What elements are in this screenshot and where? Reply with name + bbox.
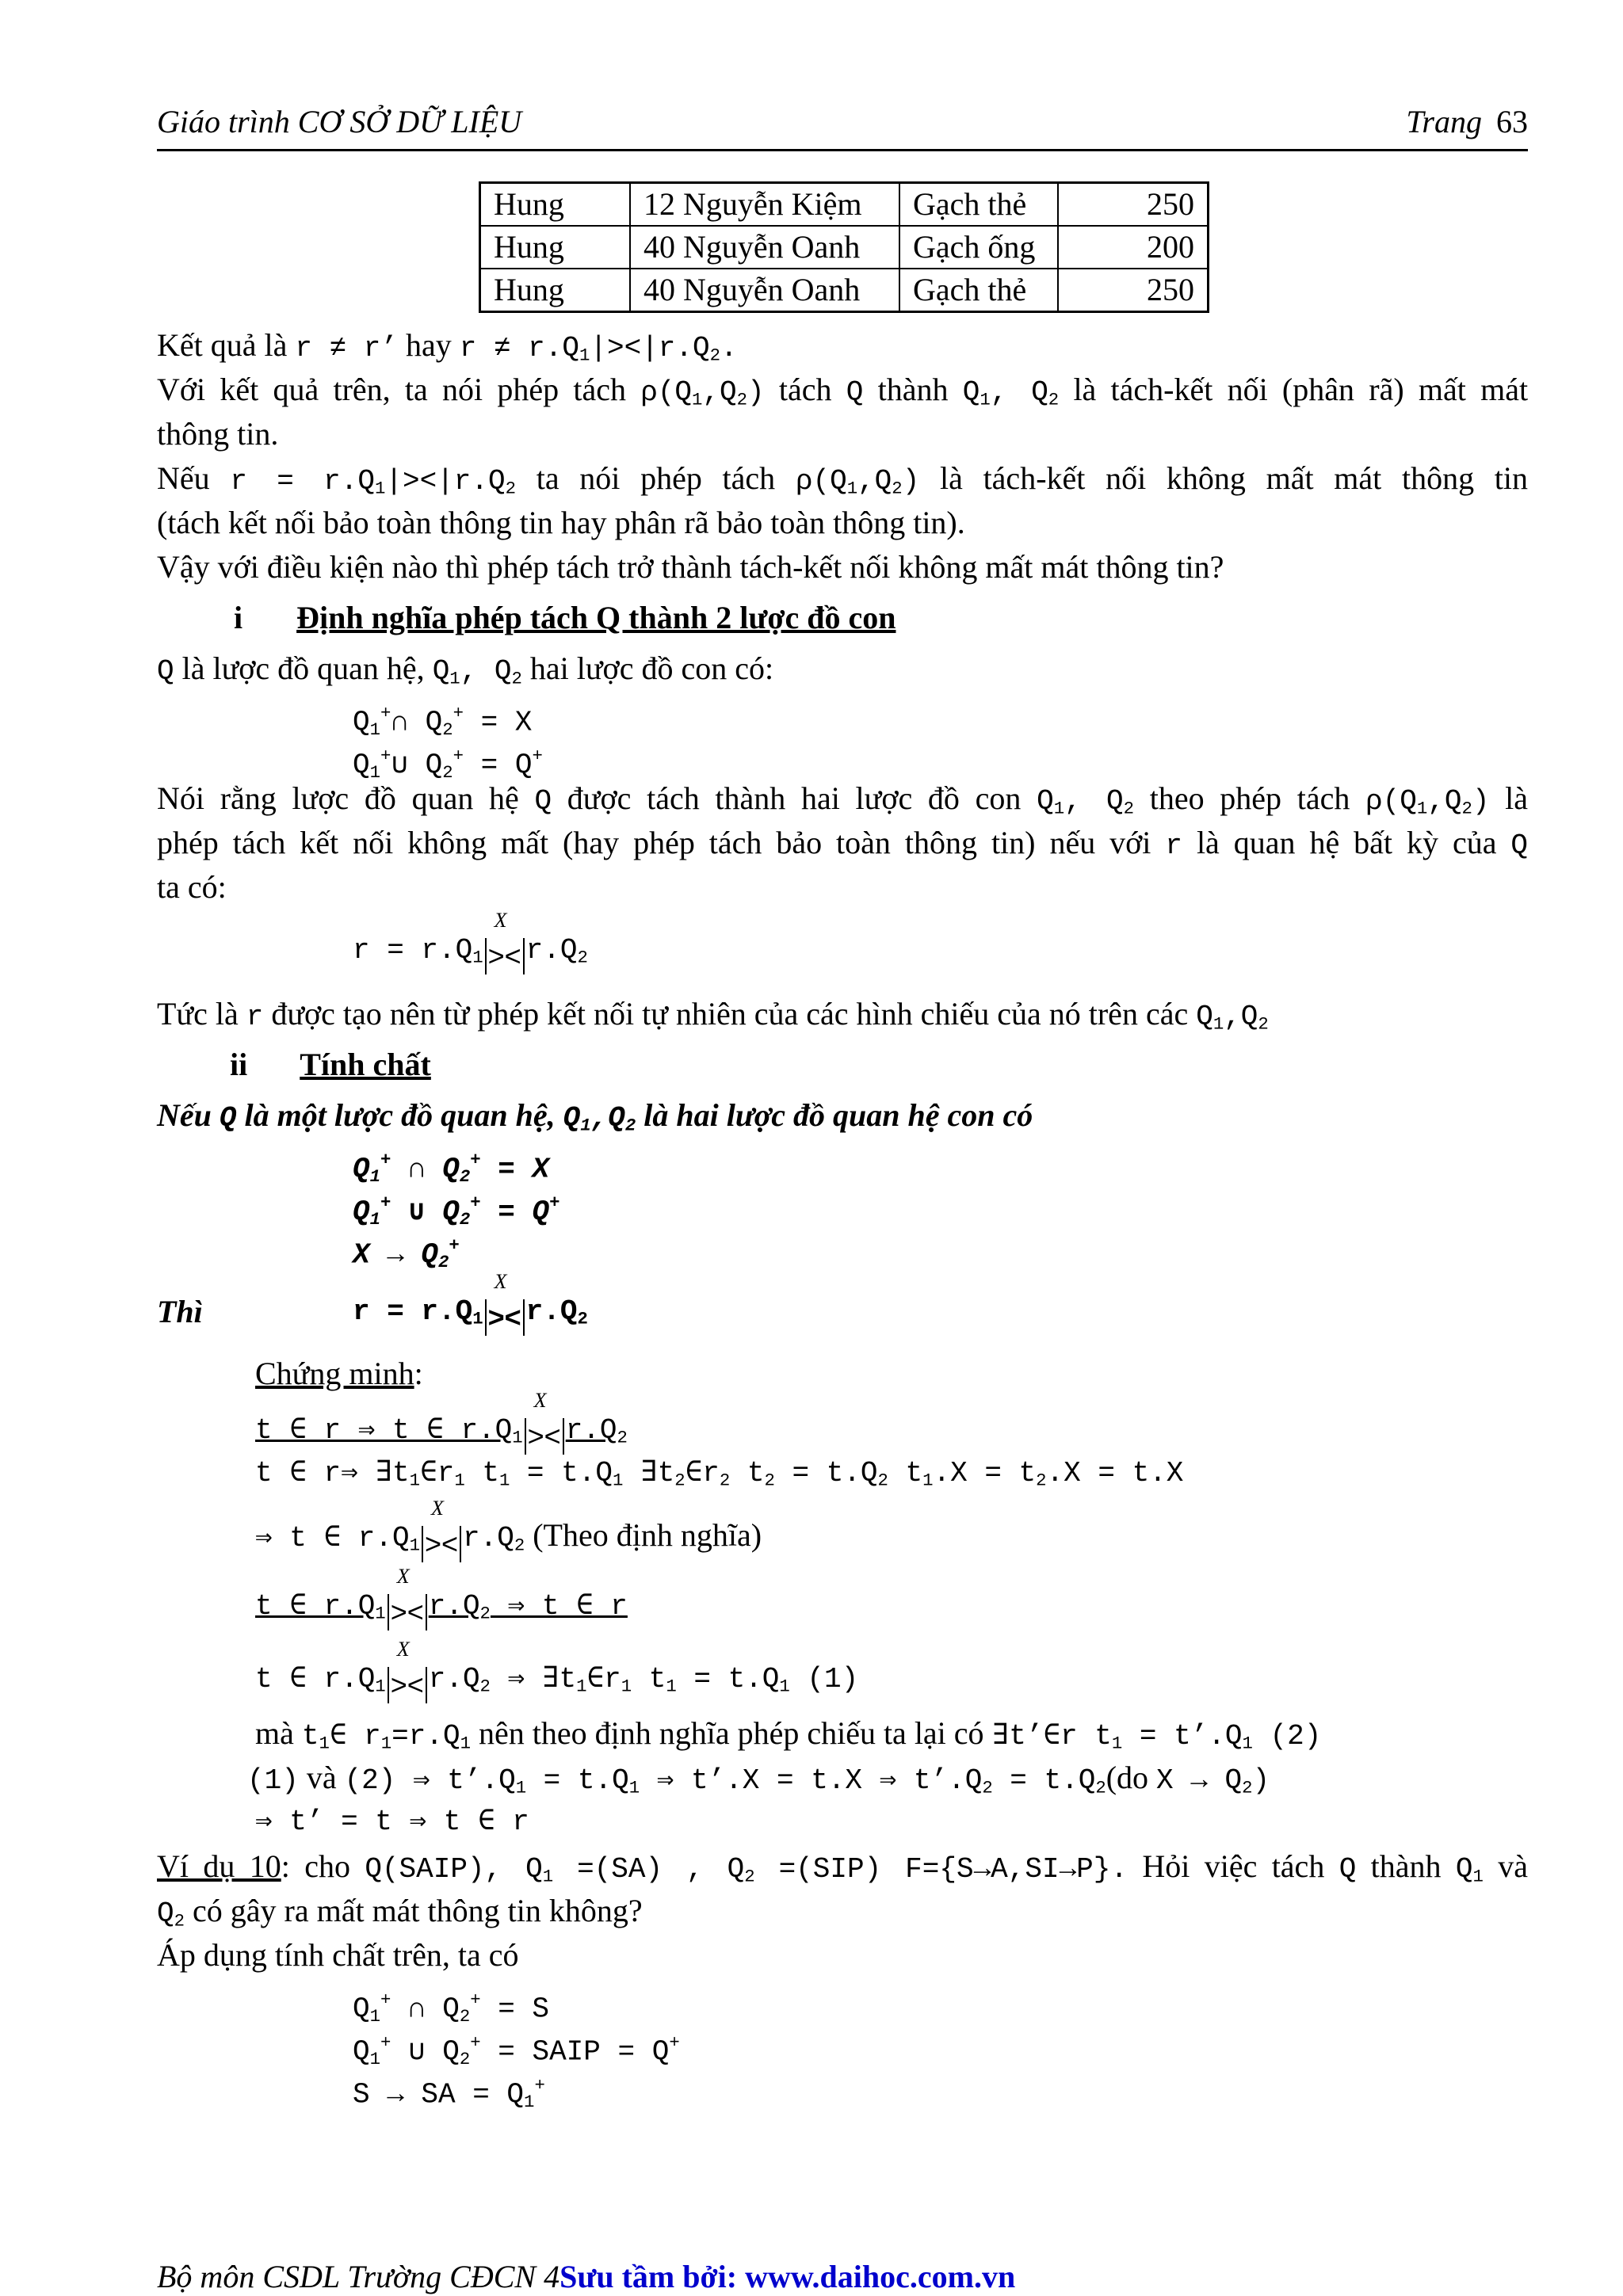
table-cell: 250 bbox=[1058, 269, 1208, 311]
page-footer bbox=[157, 2258, 1015, 2295]
formula: $r \ne r.Q_1|><|r.Q_2$. bbox=[459, 332, 738, 366]
proof-step-6: mà $t_1\in$ $r_1=r.Q_1$ nên theo định nghĩa phép chiếu ta lại có ∃t’∈r $t_1$ = $t’.Q_1$ (2) bbox=[255, 1715, 1322, 1754]
proof-step-1: t ∈ r ⇒ t ∈ $r.Q_1$ X >< $r.Q_2$ bbox=[255, 1412, 628, 1457]
table-row bbox=[480, 183, 1208, 226]
text: Nói rằng lược đồ quan hệ bbox=[157, 780, 519, 816]
text: là tách-kết nối (phân rã) mất mát bbox=[1073, 372, 1529, 407]
formula: $Q_1$, $Q_2$ bbox=[1037, 785, 1134, 819]
paragraph-line bbox=[157, 460, 1528, 508]
page-indicator bbox=[1406, 103, 1528, 140]
text: thành bbox=[877, 372, 949, 407]
text: ta nói phép tách bbox=[536, 460, 776, 496]
table-cell: 200 bbox=[1058, 226, 1208, 269]
table-cell: 40 Nguyễn Oanh bbox=[630, 226, 899, 269]
table-row bbox=[480, 226, 1208, 269]
table-cell: Hung bbox=[480, 226, 630, 269]
formula: $Q_1,Q_2$ bbox=[1196, 1001, 1269, 1035]
formula: r ≠ r’ bbox=[295, 332, 398, 364]
text: là lược đồ quan hệ, bbox=[181, 650, 425, 686]
section-number: ii bbox=[230, 1047, 248, 1082]
proof-heading: Chứng minh: bbox=[255, 1356, 423, 1391]
result-table bbox=[479, 182, 1209, 312]
text: được tách thành hai lược đồ con bbox=[567, 780, 1022, 816]
formula: r bbox=[246, 1001, 264, 1033]
paragraph-line: ta có: bbox=[157, 869, 227, 905]
section-number: i bbox=[234, 600, 243, 635]
footer-source-link[interactable]: Sưu tầm bởi: www.daihoc.com.vn bbox=[559, 2259, 1016, 2294]
paragraph-line: Áp dụng tính chất trên, ta có bbox=[157, 1937, 519, 1973]
proof-step-5: t ∈ $r.Q_1$ X >< $r.Q_2$ ⇒ $\exists t_1\in r_1$ $t_1 = t.Q_1$ (1) bbox=[255, 1661, 858, 1706]
section-title: Định nghĩa phép tách Q thành 2 lược đồ con bbox=[296, 600, 896, 635]
table-cell: 12 Nguyễn Kiệm bbox=[630, 183, 899, 226]
paragraph-line: (tách kết nối bảo toàn thông tin hay phân rã bảo toàn thông tin). bbox=[157, 505, 965, 540]
equation-intersection: $Q_1^+\cap$ $Q_2^+ = X$ bbox=[353, 703, 533, 741]
example-label: Ví dụ 10 bbox=[157, 1848, 281, 1884]
example-line: $Q_2$ có gây ra mất mát thông tin không? bbox=[157, 1893, 643, 1932]
text: được tạo nên từ phép kết nối tự nhiên của các hình chiếu của nó trên các bbox=[271, 996, 1189, 1032]
table-cell: Hung bbox=[480, 183, 630, 226]
proof-step-4: t ∈ $r.Q_1$ X >< $r.Q_2$ ⇒ t ∈ r bbox=[255, 1588, 628, 1633]
text: là tách-kết nối không mất mát thông tin bbox=[940, 460, 1529, 496]
paragraph-line bbox=[157, 371, 1528, 419]
table-cell: Gạch ống bbox=[899, 226, 1058, 269]
text: là quan hệ bất kỳ của bbox=[1196, 825, 1497, 860]
text: tách bbox=[778, 372, 832, 407]
text: Tức là bbox=[157, 996, 239, 1032]
text: hai lược đồ con có: bbox=[529, 650, 774, 686]
paragraph-line bbox=[157, 995, 1269, 1043]
paragraph-line bbox=[157, 780, 1528, 828]
result-line bbox=[157, 326, 738, 375]
join-equation: $r = r.Q_1$ X >< $r.Q_2$ bbox=[353, 932, 588, 977]
text: Nếu bbox=[157, 460, 210, 496]
formula: Q bbox=[157, 655, 174, 688]
formula: $r = r.Q_1|><|r.Q_2$ bbox=[230, 465, 516, 499]
text: Kết quả là bbox=[157, 327, 288, 363]
formula: r bbox=[1165, 830, 1182, 862]
table-cell: Gạch thẻ bbox=[899, 183, 1058, 226]
proof-step-3: ⇒ t ∈ $r.Q_1$ X >< $r.Q_2$ (Theo định nghĩa) bbox=[255, 1516, 762, 1565]
proof-step-8: ⇒ t’ = t ⇒ t ∈ r bbox=[255, 1806, 529, 1838]
definition-line bbox=[157, 650, 773, 698]
page-label: Trang bbox=[1406, 104, 1482, 139]
table-cell: 40 Nguyễn Oanh bbox=[630, 269, 899, 311]
example-eq-fd: S → SA = $Q_1^+$ bbox=[353, 2075, 545, 2113]
table-cell: Hung bbox=[480, 269, 630, 311]
text: là bbox=[1505, 780, 1529, 816]
formula: Q bbox=[534, 785, 552, 818]
section-heading bbox=[230, 1046, 431, 1084]
page-header bbox=[157, 100, 1528, 151]
property-conclusion: $r = r.Q_1$ X >< $r.Q_2$ bbox=[353, 1293, 588, 1338]
property-eq-union: $Q_1^+$ ∪ $Q_2^+ = Q^+$ bbox=[353, 1192, 560, 1230]
example-line: Ví dụ 10: cho Q(SAIP), $Q_1 =(SA)$ , $Q_2 =(SIP)$ F={S→A,SI→P}. Hỏi việc tách Q thành $Q_1$ và bbox=[157, 1848, 1529, 1887]
text: hay bbox=[406, 327, 452, 363]
table-cell: 250 bbox=[1058, 183, 1208, 226]
paragraph-line: thông tin. bbox=[157, 416, 279, 452]
formula: $\rho(Q_1,Q_2)$ bbox=[795, 465, 920, 499]
paragraph-line bbox=[157, 824, 1528, 865]
formula: $\rho(Q_1,Q_2)$ bbox=[1365, 785, 1490, 819]
property-statement: Nếu Q là một lược đồ quan hệ, $Q_1,Q_2$ là hai lược đồ quan hệ con có bbox=[157, 1097, 1033, 1136]
section-title: Tính chất bbox=[300, 1047, 431, 1082]
section-heading bbox=[234, 599, 896, 637]
example-eq-union: $Q_1^+$ ∪ $Q_2^+$ = SAIP = Q+ bbox=[353, 2032, 680, 2070]
text: Với kết quả trên, ta nói phép tách bbox=[157, 372, 626, 407]
formula: Q bbox=[1510, 830, 1529, 862]
property-eq-fd: $X \to Q_2^+$ bbox=[353, 1235, 460, 1273]
example-eq-intersection: $Q_1^+$ ∩ $Q_2^+ = S$ bbox=[353, 1989, 550, 2027]
proof-step-7: (1) và (2) ⇒ $t’.Q_1 = t.Q_1$ ⇒ t’.X = t.X ⇒ $t’.Q_2 = t.Q_2(do$ $X \to Q_2$) bbox=[247, 1760, 1270, 1798]
text: phép tách kết nối không mất (hay phép tách bảo toàn thông tin) nếu với bbox=[157, 825, 1151, 860]
formula: $Q_1$, $Q_2$ bbox=[962, 376, 1060, 410]
paragraph-line: Vậy với điều kiện nào thì phép tách trở thành tách-kết nối không mất mát thông tin? bbox=[157, 549, 1224, 585]
footer-department: Bộ môn CSDL Trường CĐCN 4 bbox=[157, 2259, 560, 2294]
page-number: 63 bbox=[1496, 104, 1528, 139]
formula: $\rho(Q_1,Q_2)$ bbox=[640, 376, 765, 410]
equation-union: $Q_1^+\cup$ $Q_2^+ = Q^+$ bbox=[353, 746, 543, 784]
formula: $Q_1$, $Q_2$ bbox=[432, 655, 522, 689]
formula: Q bbox=[846, 376, 864, 409]
book-title: Giáo trình CƠ SỞ DỮ LIỆU bbox=[157, 104, 522, 139]
table-cell: Gạch thẻ bbox=[899, 269, 1058, 311]
text: theo phép tách bbox=[1149, 780, 1350, 816]
proof-step-2: t ∈ r⇒ $\exists t_1\in r_1$ $t_1 = t.Q_1$ $\exists t_2\in r_2$ $t_2 = t.Q_2$ $t_1.X = t_2.X = t.X$ bbox=[255, 1457, 1184, 1491]
table-row bbox=[480, 269, 1208, 311]
then-label: Thì bbox=[157, 1294, 203, 1329]
property-eq-intersection: $Q_1^+$ ∩ $Q_2^+ = X$ bbox=[353, 1150, 550, 1188]
